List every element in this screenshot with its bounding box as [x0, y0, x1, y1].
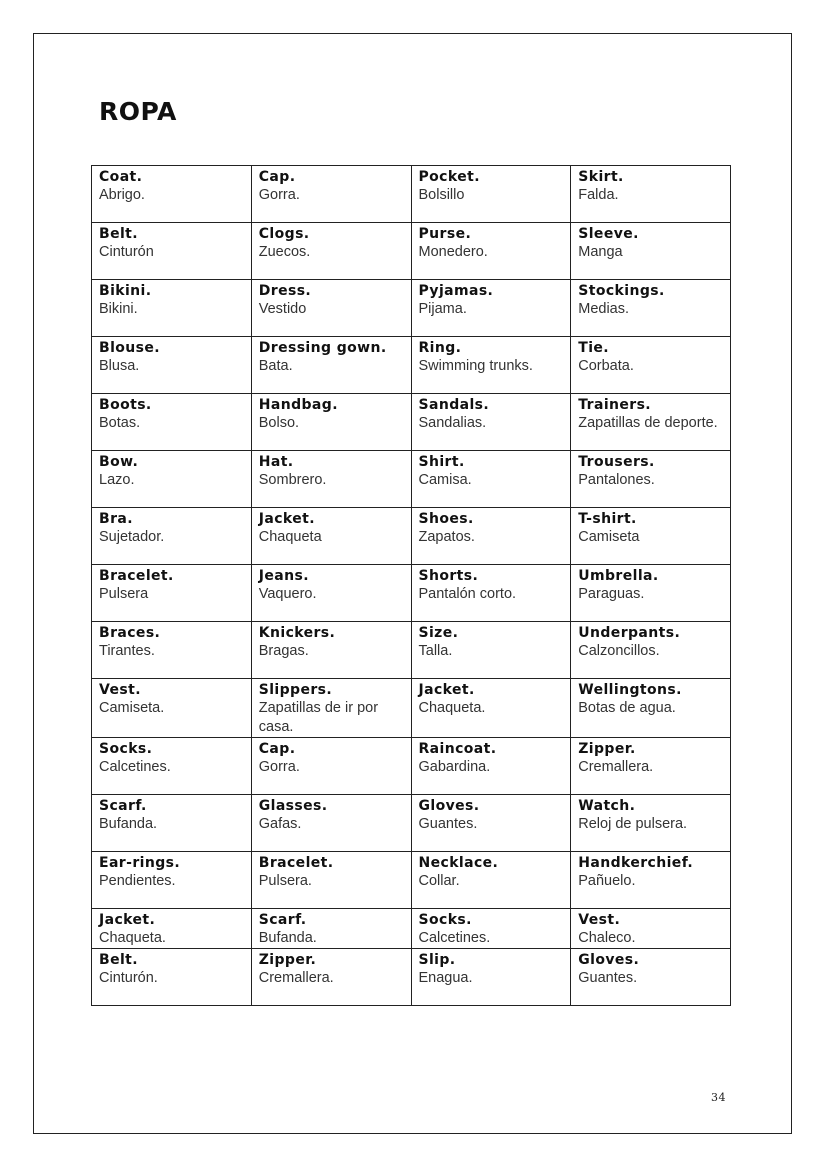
vocab-cell [92, 394, 252, 451]
english-term: Size. [418, 625, 459, 641]
english-term: Bra. [99, 511, 133, 527]
spanish-translation: Calcetines. [418, 930, 491, 946]
vocab-cell [571, 166, 731, 223]
table-row [92, 852, 731, 909]
vocab-cell [411, 394, 571, 451]
vocab-cell [251, 795, 411, 852]
spanish-translation: Gorra. [258, 187, 300, 203]
table-row [92, 738, 731, 795]
english-term: T-shirt. [578, 511, 637, 527]
english-term: Purse. [418, 226, 472, 242]
english-term: Trainers. [578, 397, 652, 413]
english-term: Clogs. [258, 226, 310, 242]
spanish-translation: Reloj de pulsera. [578, 816, 688, 832]
english-term: Stockings. [578, 283, 665, 299]
spanish-translation: Camisa. [418, 472, 472, 488]
spanish-translation: Medias. [578, 301, 630, 317]
table-row [92, 223, 731, 280]
vocab-cell [411, 795, 571, 852]
spanish-translation: Gafas. [258, 816, 302, 832]
table-row [92, 949, 731, 1006]
english-term: Zipper. [578, 741, 636, 757]
page-number: 34 [711, 1091, 726, 1104]
english-term: Belt. [99, 226, 138, 242]
vocab-cell [571, 795, 731, 852]
english-term: Ear-rings. [99, 855, 181, 871]
vocab-cell [411, 337, 571, 394]
vocab-cell [411, 223, 571, 280]
english-term: Braces. [99, 625, 161, 641]
spanish-translation: Guantes. [418, 816, 478, 832]
spanish-translation: Botas de agua. [578, 700, 676, 716]
spanish-translation: Sombrero. [258, 472, 327, 488]
english-term: Wellingtons. [578, 682, 682, 698]
spanish-translation: Zapatillas de ir por casa. [258, 700, 379, 735]
vocab-cell [92, 852, 252, 909]
vocab-cell [92, 451, 252, 508]
english-term: Hat. [258, 454, 294, 470]
vocab-cell [411, 166, 571, 223]
english-term: Tie. [578, 340, 610, 356]
spanish-translation: Calcetines. [99, 759, 171, 775]
vocab-cell [251, 166, 411, 223]
spanish-translation: Chaqueta [258, 529, 322, 545]
spanish-translation: Cinturón [99, 244, 154, 260]
spanish-translation: Vestido [258, 301, 307, 317]
english-term: Necklace. [418, 855, 499, 871]
spanish-translation: Camiseta. [99, 700, 165, 716]
vocab-cell [251, 337, 411, 394]
english-term: Scarf. [258, 912, 307, 928]
vocabulary-table [91, 165, 731, 1006]
spanish-translation: Tirantes. [99, 643, 155, 659]
vocab-cell [251, 565, 411, 622]
english-term: Scarf. [99, 798, 147, 814]
vocabulary-table-body [92, 166, 731, 1006]
english-term: Sleeve. [578, 226, 639, 242]
vocab-cell [92, 738, 252, 795]
spanish-translation: Bragas. [258, 643, 309, 659]
english-term: Socks. [99, 741, 153, 757]
spanish-translation: Chaqueta. [99, 930, 166, 946]
english-term: Shirt. [418, 454, 465, 470]
table-row [92, 622, 731, 679]
english-term: Gloves. [418, 798, 480, 814]
english-term: Slip. [418, 952, 456, 968]
english-term: Underpants. [578, 625, 681, 641]
spanish-translation: Bolso. [258, 415, 300, 431]
spanish-translation: Camiseta [578, 529, 640, 545]
spanish-translation: Bufanda. [258, 930, 317, 946]
spanish-translation: Pantalón corto. [418, 586, 517, 602]
english-term: Ring. [418, 340, 462, 356]
english-term: Slippers. [258, 682, 333, 698]
vocab-cell [571, 738, 731, 795]
spanish-translation: Pulsera. [258, 873, 312, 889]
english-term: Skirt. [578, 169, 624, 185]
spanish-translation: Pendientes. [99, 873, 176, 889]
vocab-cell [411, 451, 571, 508]
spanish-translation: Abrigo. [99, 187, 145, 203]
vocab-cell [251, 738, 411, 795]
english-term: Pocket. [418, 169, 480, 185]
vocab-cell [571, 223, 731, 280]
vocab-cell [571, 565, 731, 622]
spanish-translation: Cinturón. [99, 970, 158, 986]
english-term: Zipper. [258, 952, 317, 968]
table-row [92, 166, 731, 223]
vocab-cell [92, 909, 252, 949]
english-term: Jacket. [258, 511, 315, 527]
spanish-translation: Paraguas. [578, 586, 645, 602]
vocab-cell [571, 622, 731, 679]
spanish-translation: Pijama. [418, 301, 467, 317]
spanish-translation: Enagua. [418, 970, 473, 986]
spanish-translation: Falda. [578, 187, 619, 203]
vocab-cell [411, 909, 571, 949]
vocab-cell [411, 622, 571, 679]
vocab-cell [92, 223, 252, 280]
spanish-translation: Pañuelo. [578, 873, 636, 889]
vocab-cell [571, 451, 731, 508]
spanish-translation: Corbata. [578, 358, 634, 374]
english-term: Cap. [258, 169, 296, 185]
english-term: Dress. [258, 283, 312, 299]
english-term: Umbrella. [578, 568, 659, 584]
english-term: Trousers. [578, 454, 655, 470]
spanish-translation: Swimming trunks. [418, 358, 533, 374]
english-term: Sandals. [418, 397, 490, 413]
vocab-cell [251, 909, 411, 949]
spanish-translation: Collar. [418, 873, 460, 889]
english-term: Coat. [99, 169, 143, 185]
vocab-cell [251, 451, 411, 508]
spanish-translation: Zuecos. [258, 244, 311, 260]
spanish-translation: Calzoncillos. [578, 643, 660, 659]
spanish-translation: Sandalias. [418, 415, 487, 431]
spanish-translation: Vaquero. [258, 586, 317, 602]
english-term: Jacket. [99, 912, 156, 928]
vocab-cell [92, 795, 252, 852]
table-row [92, 679, 731, 738]
english-term: Shoes. [418, 511, 474, 527]
spanish-translation: Bikini. [99, 301, 138, 317]
english-term: Bracelet. [258, 855, 334, 871]
vocab-cell [411, 508, 571, 565]
spanish-translation: Cremallera. [578, 759, 654, 775]
english-term: Handbag. [258, 397, 338, 413]
spanish-translation: Zapatos. [418, 529, 475, 545]
english-term: Glasses. [258, 798, 328, 814]
vocab-cell [411, 852, 571, 909]
vocab-cell [411, 738, 571, 795]
table-row [92, 337, 731, 394]
english-term: Bikini. [99, 283, 152, 299]
english-term: Vest. [99, 682, 141, 698]
vocab-cell [411, 949, 571, 1006]
english-term: Shorts. [418, 568, 479, 584]
spanish-translation: Bata. [258, 358, 293, 374]
english-term: Watch. [578, 798, 636, 814]
vocab-cell [92, 565, 252, 622]
vocab-cell [251, 394, 411, 451]
vocab-cell [92, 508, 252, 565]
english-term: Socks. [418, 912, 472, 928]
vocab-cell [92, 280, 252, 337]
vocab-cell [571, 909, 731, 949]
spanish-translation: Blusa. [99, 358, 140, 374]
spanish-translation: Manga [578, 244, 623, 260]
spanish-translation: Zapatillas de deporte. [578, 415, 718, 431]
english-term: Belt. [99, 952, 138, 968]
spanish-translation: Botas. [99, 415, 141, 431]
english-term: Cap. [258, 741, 296, 757]
vocab-cell [92, 166, 252, 223]
vocab-cell [251, 508, 411, 565]
vocab-cell [92, 337, 252, 394]
vocab-cell [571, 679, 731, 738]
english-term: Gloves. [578, 952, 640, 968]
spanish-translation: Bufanda. [99, 816, 158, 832]
spanish-translation: Chaleco. [578, 930, 636, 946]
vocab-cell [251, 622, 411, 679]
english-term: Bow. [99, 454, 139, 470]
english-term: Pyjamas. [418, 283, 494, 299]
vocab-cell [411, 679, 571, 738]
table-row [92, 565, 731, 622]
vocab-cell [571, 852, 731, 909]
spanish-translation: Talla. [418, 643, 453, 659]
spanish-translation: Lazo. [99, 472, 135, 488]
vocab-cell [251, 223, 411, 280]
page-title: ROPA [99, 97, 177, 126]
english-term: Blouse. [99, 340, 161, 356]
vocab-cell [251, 949, 411, 1006]
vocab-cell [571, 508, 731, 565]
vocab-cell [251, 852, 411, 909]
spanish-translation: Gabardina. [418, 759, 491, 775]
vocab-cell [411, 280, 571, 337]
spanish-translation: Sujetador. [99, 529, 165, 545]
vocab-cell [92, 679, 252, 738]
vocab-cell [411, 565, 571, 622]
english-term: Bracelet. [99, 568, 174, 584]
vocab-cell [251, 280, 411, 337]
english-term: Jacket. [418, 682, 475, 698]
vocab-cell [92, 622, 252, 679]
table-row [92, 508, 731, 565]
table-row [92, 795, 731, 852]
table-row [92, 394, 731, 451]
english-term: Knickers. [258, 625, 336, 641]
table-row [92, 280, 731, 337]
spanish-translation: Gorra. [258, 759, 300, 775]
english-term: Dressing gown. [258, 340, 387, 356]
spanish-translation: Bolsillo [418, 187, 465, 203]
vocab-cell [92, 949, 252, 1006]
english-term: Raincoat. [418, 741, 497, 757]
spanish-translation: Guantes. [578, 970, 638, 986]
english-term: Jeans. [258, 568, 309, 584]
vocab-cell [571, 949, 731, 1006]
english-term: Vest. [578, 912, 621, 928]
table-row [92, 909, 731, 949]
vocab-cell [571, 280, 731, 337]
spanish-translation: Pantalones. [578, 472, 655, 488]
table-row [92, 451, 731, 508]
vocab-cell [571, 394, 731, 451]
spanish-translation: Cremallera. [258, 970, 334, 986]
english-term: Handkerchief. [578, 855, 694, 871]
vocab-cell [251, 679, 411, 738]
spanish-translation: Monedero. [418, 244, 488, 260]
spanish-translation: Pulsera [99, 586, 149, 602]
vocab-cell [571, 337, 731, 394]
spanish-translation: Chaqueta. [418, 700, 486, 716]
english-term: Boots. [99, 397, 152, 413]
